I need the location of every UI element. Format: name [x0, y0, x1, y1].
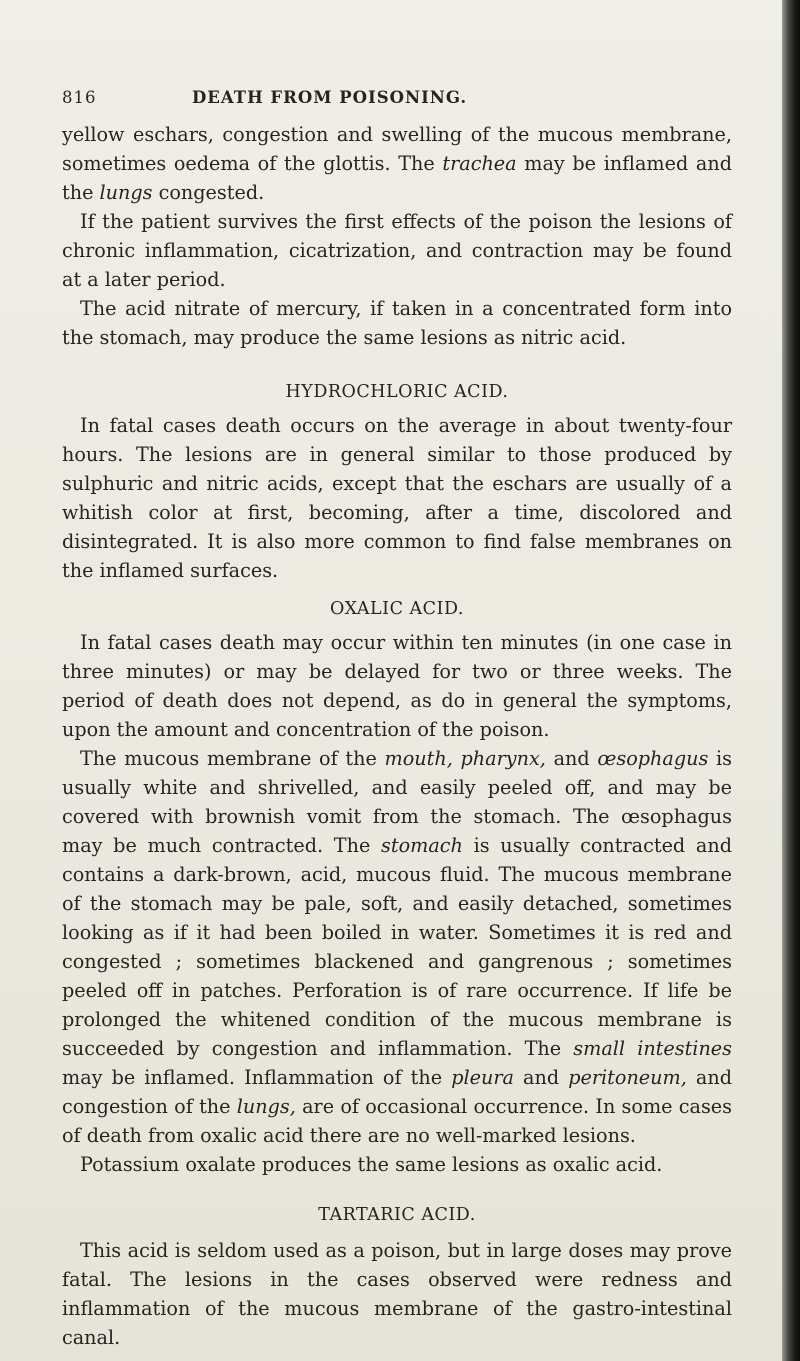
page-number: 816 — [62, 88, 97, 107]
heading-tartaric-acid: TARTARIC ACID. — [318, 1205, 476, 1225]
paragraph-oxalic-2: The mucous membrane of the mouth, pharynx, and œsophagus is usually white and shrivelled, and easily peeled off, and may be covered with brownish vomit from the stomach. The œsophagus may be much contracted. The stomach is usually contracted and contains a dark-brown, acid, mucous fluid. The mucous membrane of the stomach may be pale, soft, and easily detached, sometimes looking as if it had been boiled in water. Sometimes it is red and congested ; sometimes blackened and gangrenous ; sometimes peeled off in patches. Perforation is of rare occurrence. If life be prolonged the whitened condition of the mucous membrane is succeeded by congestion and inflammation. The small intestines may be inflamed. Inflammation of the pleura and peritoneum, and congestion of the lungs, are of occasional occurrence. In some cases of death from oxalic acid there are no well-marked lesions. — [62, 747, 733, 1147]
heading-oxalic-acid: OXALIC ACID. — [330, 599, 464, 619]
paragraph-oxalic-1: In fatal cases death may occur within ten minutes (in one case in three minutes) or may be delayed for two or three weeks. The period of death does not depend, as do in general the symptoms, upon the amount and concentration of the poison. — [62, 631, 732, 741]
book-page — [62, 80, 732, 1352]
paragraph-hydrochloric-1: In fatal cases death occurs on the average in about twenty-four hours. The lesions are in general similar to those produced by sulphuric and nitric acids, except that the eschars are usually of a whitish color at first, becoming, after a time, discolored and disintegrated. It is also more common to find false membranes on the inflamed surfaces. — [62, 414, 732, 582]
heading-hydrochloric-acid: HYDROCHLORIC ACID. — [285, 382, 509, 402]
paragraph-intro-2: If the patient survives the first effects of the poison the lesions of chronic inflammation, cicatrization, and contraction may be found at a later period. — [62, 210, 732, 291]
page-header — [62, 80, 732, 120]
book-binding-edge — [782, 0, 800, 1361]
paragraph-oxalic-3: Potassium oxalate produces the same lesions as oxalic acid. — [80, 1153, 663, 1176]
paragraph-intro-1: yellow eschars, congestion and swelling of the mucous membrane, sometimes oedema of the glottis. The trachea may be inflamed and the lungs congested. — [62, 123, 732, 204]
running-head: DEATH FROM POISONING. — [192, 88, 468, 107]
paragraph-intro-3: The acid nitrate of mercury, if taken in a concentrated form into the stomach, may produce the same lesions as nitric acid. — [62, 297, 732, 349]
paragraph-tartaric-1: This acid is seldom used as a poison, but in large doses may prove fatal. The lesions in the cases observed were redness and inflammation of the mucous membrane of the gastro-intestinal canal. — [62, 1239, 732, 1349]
